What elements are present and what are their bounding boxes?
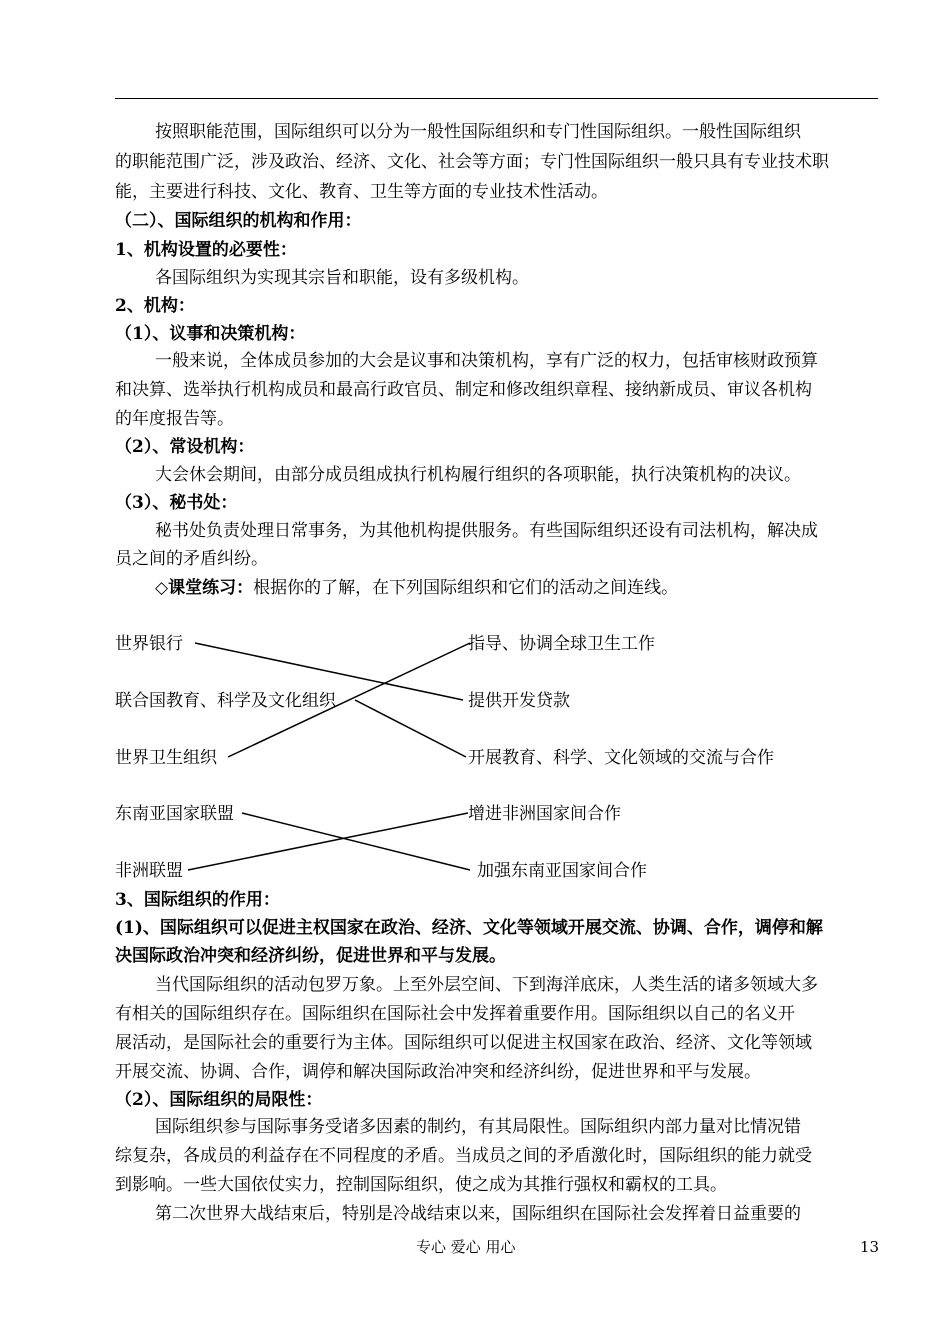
left-item: 世界银行 [115,634,183,654]
sub-heading: （1）、议事和决策机构： [115,324,306,344]
section-heading: （二）、国际组织的机构和作用： [115,211,362,231]
paragraph-line: 大会休会期间，由部分成员组成执行机构履行组织的各项职能，执行决策机构的决议。 [155,465,801,485]
left-item: 世界卫生组织 [115,748,217,768]
paragraph-line: 和决算、选举执行机构成员和最高行政官员、制定和修改组织章程、接纳新成员、审议各机构 [115,380,812,400]
subsection-heading: 2、机构： [115,296,195,316]
paragraph-line: 能，主要进行科技、文化、教育、卫生等方面的专业技术性活动。 [115,182,608,202]
paragraph-line: 秘书处负责处理日常事务，为其他机构提供服务。有些国际组织还设有司法机构，解决成 [155,521,818,541]
paragraph-line: 综复杂，各成员的利益存在不同程度的矛盾。当成员之间的矛盾激化时，国际组织的能力就受 [115,1146,812,1166]
connection-line [195,643,463,700]
right-item: 提供开发贷款 [468,691,570,711]
footer-motto: 专心 爱心 用心 [416,1238,516,1256]
right-item: 开展教育、科学、文化领域的交流与合作 [468,748,774,768]
subsection-heading: 1、机构设置的必要性： [115,240,297,260]
paragraph-line: 有相关的国际组织存在。国际组织在国际社会中发挥着重要作用。国际组织以自己的名义开 [115,1004,795,1024]
left-item: 联合国教育、科学及文化组织 [115,691,336,711]
subsection-heading: 3、国际组织的作用： [115,890,280,910]
paragraph-line: 员之间的矛盾纠纷。 [115,549,268,569]
exercise-label: ◇课堂练习： [155,578,254,598]
left-item: 东南亚国家联盟 [115,804,234,824]
paragraph-line: 一般来说，全体成员参加的大会是议事和决策机构，享有广泛的权力，包括审核财政预算 [155,351,818,371]
connection-line [188,813,468,870]
connection-line [242,813,470,870]
left-item: 非洲联盟 [115,861,183,881]
bold-statement-line: 决国际政治冲突和经济纠纷，促进世界和平与发展。 [115,946,506,966]
paragraph-line: 开展交流、协调、合作，调停和解决国际政治冲突和经济纠纷，促进世界和平与发展。 [115,1062,761,1082]
right-item: 指导、协调全球卫生工作 [468,634,655,654]
exercise-text: 根据你的了解，在下列国际组织和它们的活动之间连线。 [253,578,679,598]
connection-line [355,700,466,757]
paragraph-line: 的年度报告等。 [115,409,234,429]
paragraph-line: 展活动，是国际社会的重要行为主体。国际组织可以促进主权国家在政治、经济、文化等领域 [115,1033,812,1053]
page-number: 13 [860,1238,880,1256]
right-item: 加强东南亚国家间合作 [477,861,647,881]
right-item: 增进非洲国家间合作 [468,804,621,824]
paragraph-line: 按照职能范围，国际组织可以分为一般性国际组织和专门性国际组织。一般性国际组织 [155,122,801,142]
paragraph-line: 当代国际组织的活动包罗万象。上至外层空间、下到海洋底床，人类生活的诸多领域大多 [155,975,818,995]
paragraph-line: 国际组织参与国际事务受诸多因素的制约，有其局限性。国际组织内部力量对比情况错 [155,1117,801,1137]
sub-heading: （2）、常设机构： [115,437,255,457]
paragraph-line: 到影响。一些大国依仗实力，控制国际组织，使之成为其推行强权和霸权的工具。 [115,1175,727,1195]
sub-heading: （3）、秘书处： [115,493,238,513]
bold-statement-line: (1)、国际组织可以促进主权国家在政治、经济、文化等领域开展交流、协调、合作，调停和解 [115,918,823,938]
sub-heading: （2）、国际组织的局限性： [115,1090,323,1110]
paragraph-line: 各国际组织为实现其宗旨和职能，设有多级机构。 [155,268,529,288]
paragraph-line: 的职能范围广泛，涉及政治、经济、文化、社会等方面；专门性国际组织一般只具有专业技术职 [115,152,829,172]
paragraph-line: 第二次世界大战结束后，特别是冷战结束以来，国际组织在国际社会发挥着日益重要的 [155,1204,801,1224]
